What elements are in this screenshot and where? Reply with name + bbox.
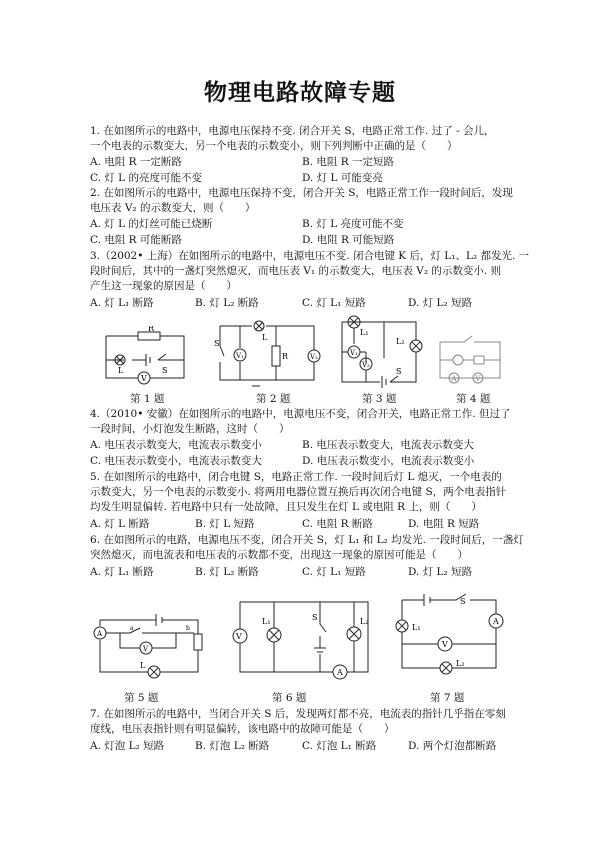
figure-6-caption: 第 6 题 (272, 692, 307, 704)
label-l2: L₂ (456, 659, 465, 668)
figure-1-circuit (98, 326, 188, 386)
q5-line-2: 示数变大，另一个电表的示数变小. 将两用电器位置互换后再次闭合电键 S，两个电表指针 (90, 486, 507, 498)
label-v: V (442, 640, 448, 649)
label-l2: L₂ (396, 337, 405, 346)
q7-option-d: D. 两个灯泡都断路 (408, 740, 497, 752)
label-s: S (312, 613, 318, 622)
q6-option-d: D. 灯 L₂ 短路 (408, 566, 473, 578)
q5-option-a: A. 灯 L 断路 (90, 518, 150, 530)
figure-4-caption: 第 4 题 (456, 393, 491, 405)
q5-option-d: D. 电阻 R 短路 (408, 518, 480, 530)
q3-line-1: 3.（2002• 上海）在如图所示的电路中，电源电压不变. 闭合电键 K 后，灯 L₁、L₂ 都发光. 一 (90, 250, 530, 262)
lamp-icon (453, 355, 463, 365)
q7-option-b: B. 灯泡 L₂ 断路 (195, 740, 270, 752)
page-title: 物理电路故障专题 (204, 80, 396, 106)
q6-line-2: 突然熄灭，而电流表和电压表的示数都不变，出现这一现象的原因可能是（ ） (90, 549, 468, 561)
figure-3-caption: 第 3 题 (362, 393, 397, 405)
label-r: R (148, 326, 155, 333)
q2-option-c: C. 电阻 R 可能断路 (90, 234, 182, 246)
figure-1-caption: 第 1 题 (130, 393, 165, 405)
label-l: L (118, 366, 124, 375)
q4-option-c: C. 电压表示数变小，电流表示数变大 (90, 455, 262, 467)
label-l1: L₁ (360, 328, 369, 337)
q6-option-b: B. 灯 L₂ 断路 (195, 566, 259, 578)
resistor-r-icon (272, 346, 280, 366)
label-l2: L₂ (360, 617, 369, 626)
q1-option-c: C. 灯 L 的亮度可能不变 (90, 172, 202, 184)
q5-option-b: B. 灯 L 短路 (195, 518, 255, 530)
figure-2-circuit (210, 318, 325, 388)
q7-line-2: 度线，电压表指针则有明显偏转，该电路中的故障可能是（ ） (90, 723, 395, 735)
figure-7-circuit (394, 592, 510, 680)
figure-5-caption: 第 5 题 (124, 692, 159, 704)
label-l: L (262, 333, 268, 342)
q5-option-c: C. 电阻 R 断路 (302, 518, 373, 530)
figure-4-circuit (434, 332, 506, 388)
q7-line-1: 7. 在如图所示的电路中，当闭合开关 S 后，发现两灯都不亮，电流表的指针几乎指在零刻 (90, 708, 506, 720)
label-v: V (475, 375, 481, 383)
label-a: A (337, 668, 343, 677)
q4-line-1: 4.（2010• 安徽）在如图所示的电路中，电源电压不变，闭合开关，电路正常工作. 但过了 (90, 408, 511, 420)
figure-3-circuit (336, 312, 428, 390)
q5-line-3: 均发生明显偏转. 若电路中只有一处故障，且只发生在灯 L 或电阻 R 上，则（ ） (90, 501, 482, 513)
q1-option-d: D. 灯 L 可能变亮 (302, 172, 383, 184)
q2-option-b: B. 灯 L 亮度可能不变 (302, 218, 404, 230)
label-v1: V₁ (236, 352, 244, 360)
q5-line-1: 5. 在如图所示的电路中，闭合电键 S，电路正常工作. 一段时间后灯 L 熄灭，一个电表的 (90, 471, 502, 483)
figure-5-circuit (90, 610, 210, 682)
label-s: S (460, 597, 466, 606)
q3-option-a: A. 灯 L₁ 断路 (90, 297, 154, 309)
label-r: R (282, 352, 289, 361)
q6-option-a: A. 灯 L₁ 断路 (90, 566, 154, 578)
label-s: S (396, 367, 402, 376)
label-l: L (140, 661, 146, 670)
label-v: V (236, 632, 242, 641)
label-v1: V₁ (350, 349, 358, 357)
q2-option-a: A. 灯 L 的灯丝可能已烧断 (90, 218, 213, 230)
label-a-node: a (130, 625, 134, 632)
q1-option-a: A. 电阻 R 一定断路 (90, 156, 182, 168)
q3-option-d: D. 灯 L₂ 短路 (408, 297, 473, 309)
q6-option-c: C. 灯 L₁ 短路 (302, 566, 366, 578)
q2-line-2: 电压表 V₂ 的示数变大，则（ ） (90, 202, 256, 214)
resistor-r-icon (138, 332, 160, 340)
figure-2-caption: 第 2 题 (256, 393, 291, 405)
q2-option-d: D. 电阻 R 可能短路 (302, 234, 395, 246)
label-s: S (214, 339, 220, 348)
label-b-node: b (186, 625, 190, 632)
q4-option-b: B. 电压表示数变大，电流表示数变大 (302, 439, 474, 451)
resistor-r-icon (194, 634, 202, 650)
label-v: V (143, 645, 149, 653)
label-a: A (493, 617, 499, 626)
q1-line-2: 一个电表的示数变大，另一个电表的示数变小，则下列判断中正确的是（ ） (90, 140, 458, 152)
q1-option-b: B. 电阻 R 一定短路 (302, 156, 394, 168)
resistor-icon (474, 356, 484, 364)
q4-line-2: 一段时间，小灯泡发生断路，这时（ ） (90, 423, 290, 435)
q3-option-b: B. 灯 L₂ 断路 (195, 297, 259, 309)
q1-line-1: 1. 在如图所示的电路中，电源电压保持不变. 闭合开关 S，电路正常工作. 过了 - 会儿， (90, 125, 495, 137)
label-v2: V₂ (310, 353, 318, 361)
label-a: A (97, 630, 103, 638)
q4-option-d: D. 电压表示数变小，电流表示数变小 (302, 455, 475, 467)
q3-line-3: 产生这一现象的原因是（ ） (90, 280, 237, 292)
label-a: A (451, 375, 457, 383)
figure-6-circuit (228, 596, 378, 682)
label-l1: L₁ (262, 617, 271, 626)
q2-line-1: 2. 在如图所示的电路中，电源电压保持不变，闭合开关 S，电路正常工作一段时间后，发现 (90, 187, 513, 199)
q6-line-1: 6. 在如图所示的电路，电源电压不变，闭合开关 S，灯 L₁ 和 L₂ 均发光. 一段时间后，一盏灯 (90, 534, 524, 546)
q3-option-c: C. 灯 L₁ 短路 (302, 297, 366, 309)
figure-7-caption: 第 7 题 (430, 692, 465, 704)
q7-option-a: A. 灯泡 L₂ 短路 (90, 740, 165, 752)
q3-line-2: 段时间后，其中的一盏灯突然熄灭，而电压表 V₁ 的示数变大，电压表 V₂ 的示数变小. 则 (90, 265, 502, 277)
label-s: S (162, 366, 168, 375)
q7-option-c: C. 灯泡 L₁ 断路 (302, 740, 377, 752)
q4-option-a: A. 电压表示数变大，电流表示数变小 (90, 439, 262, 451)
label-v2: V₂ (362, 361, 370, 369)
label-l1: L₁ (412, 623, 421, 632)
label-v: V (141, 374, 147, 383)
